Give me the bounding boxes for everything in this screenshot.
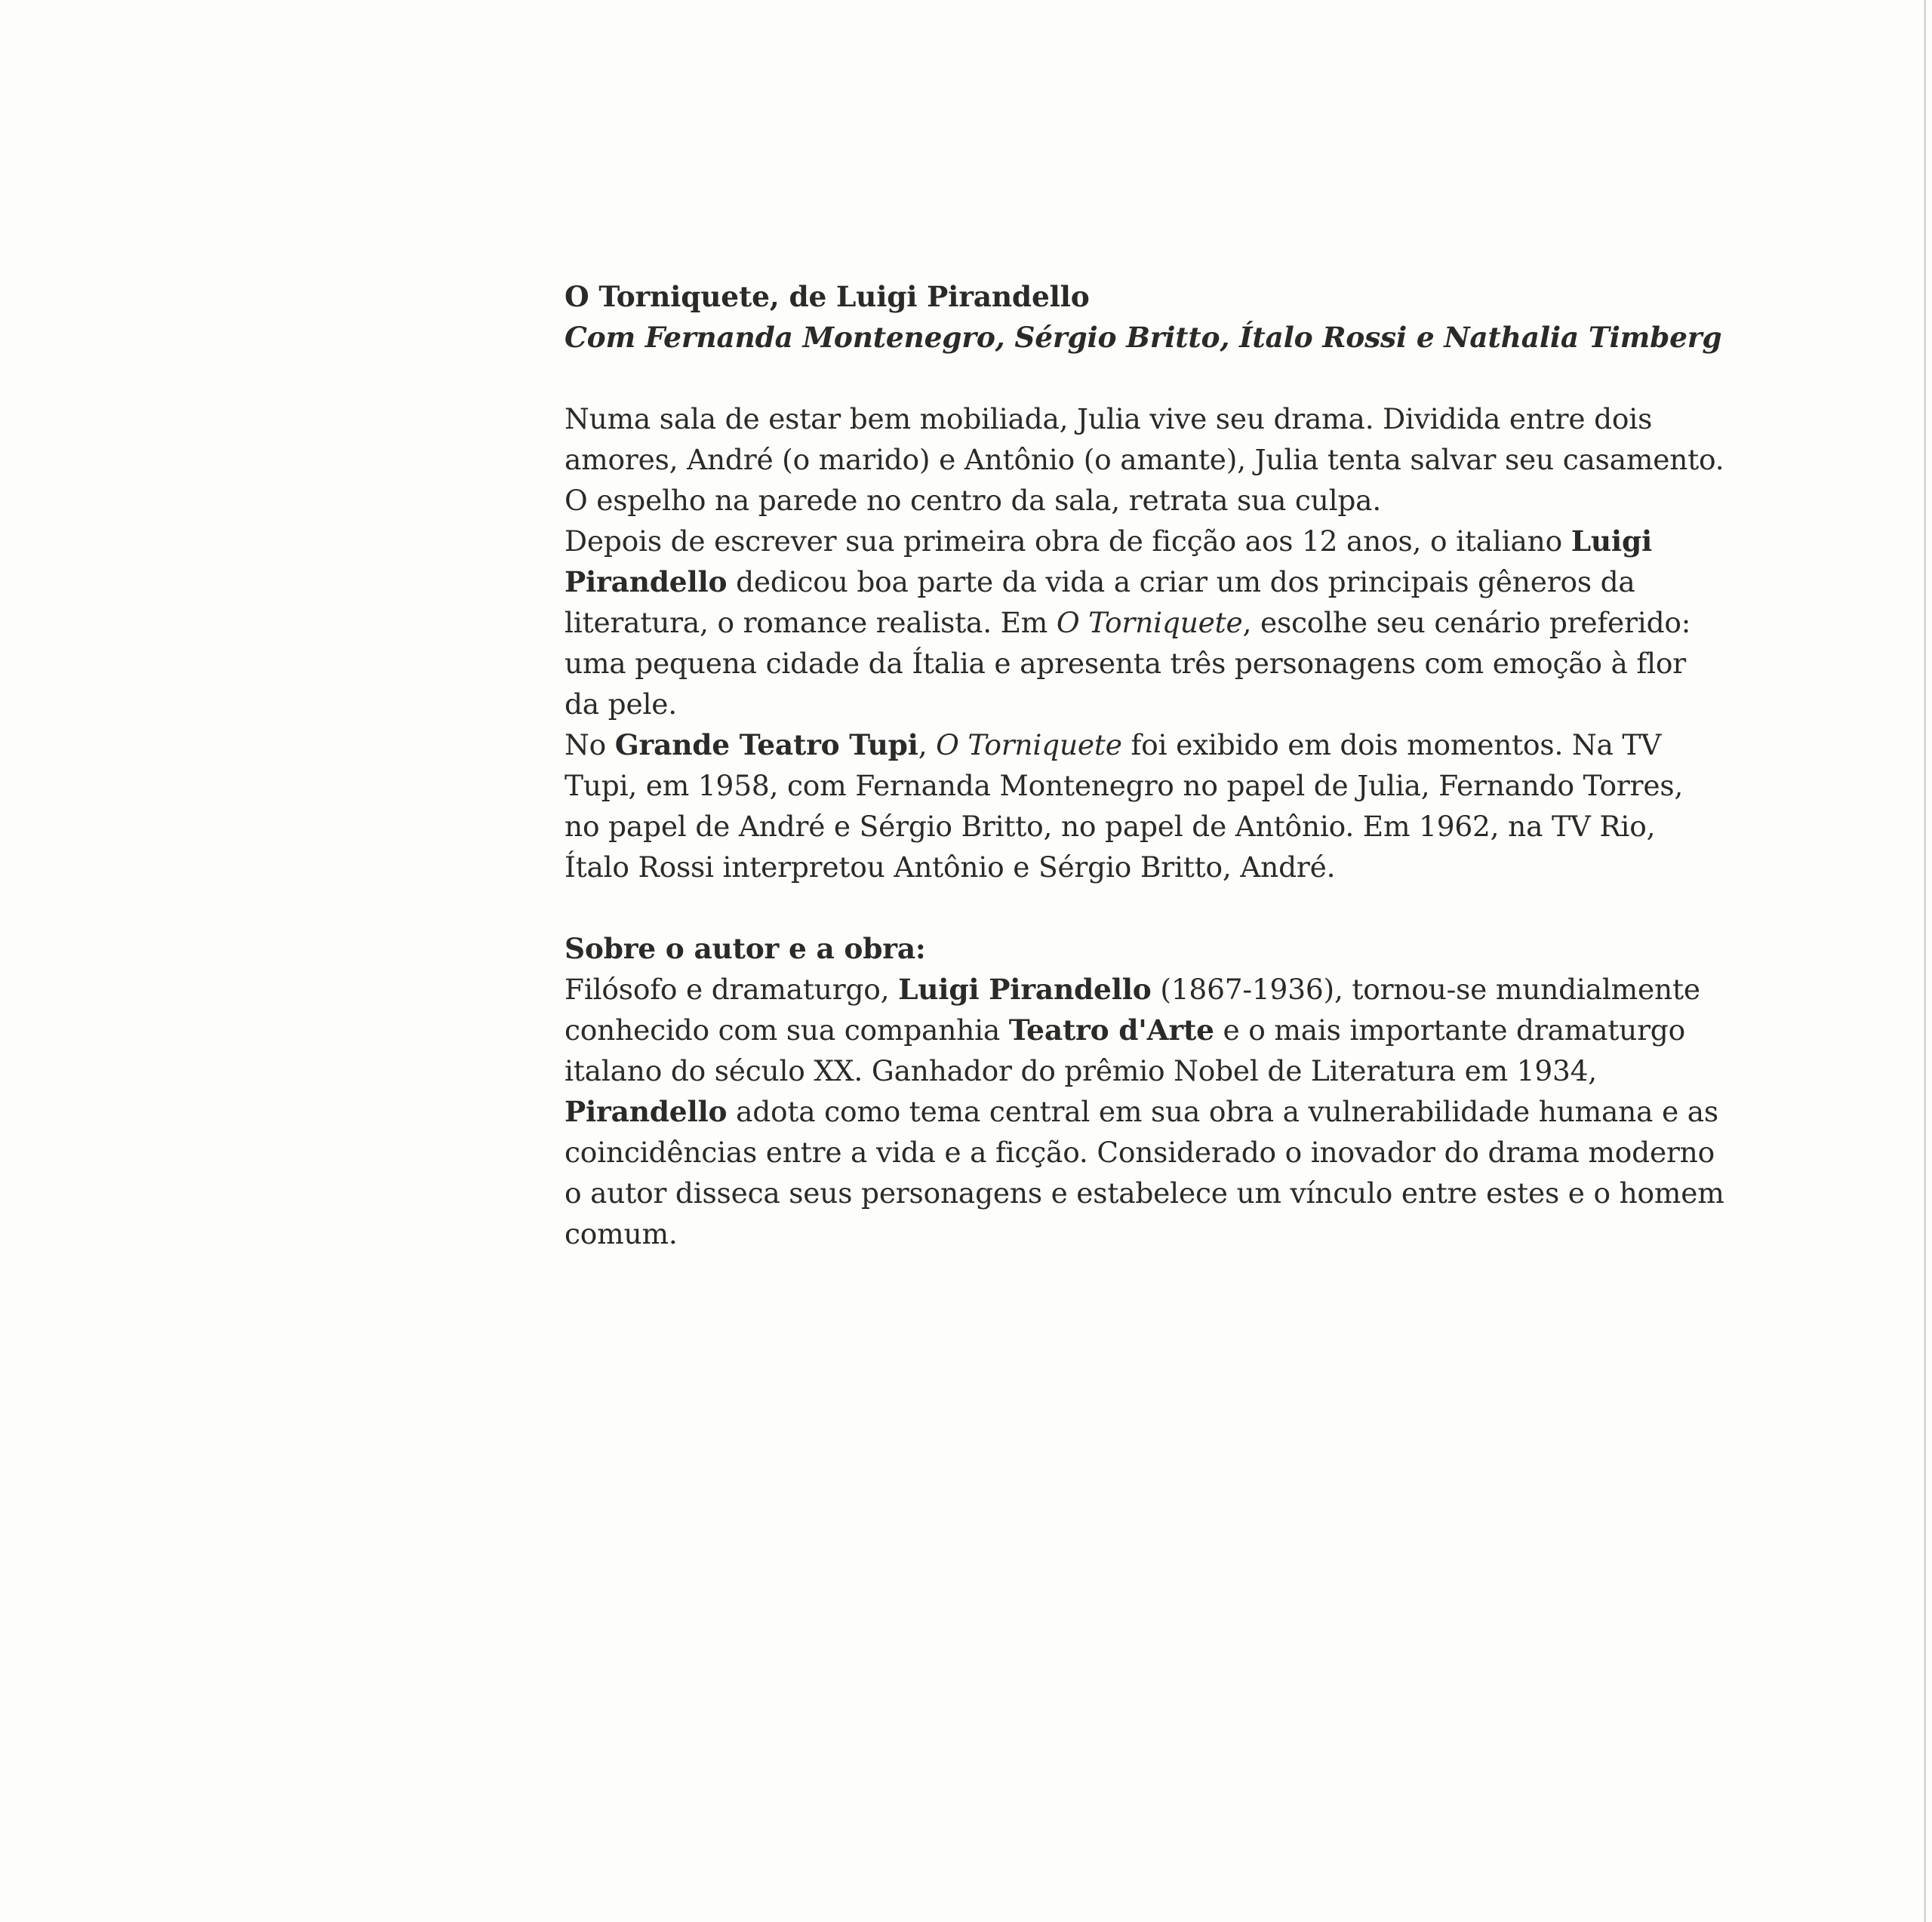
text-block bbox=[565, 276, 1727, 1254]
program-name: Grande Teatro Tupi bbox=[614, 728, 918, 761]
text-run: Depois de escrever sua primeira obra de ficção aos 12 anos, o italiano bbox=[565, 524, 1571, 558]
text-run: , escolhe seu cenário preferido: uma pequena cidade da Ítalia e apresenta três personagens com emoção à flor da pele. bbox=[565, 606, 1691, 721]
author-paragraph bbox=[565, 521, 1727, 724]
about-paragraph bbox=[565, 969, 1727, 1254]
cast-line: Com Fernanda Montenegro, Sérgio Britto, Ítalo Rossi e Nathalia Timberg bbox=[565, 321, 1722, 354]
spacer bbox=[565, 358, 1727, 398]
page-edge bbox=[1924, 0, 1926, 1922]
text-run: Filósofo e dramaturgo, bbox=[565, 973, 899, 1006]
synopsis-paragraph: Numa sala de estar bem mobiliada, Julia vive seu drama. Dividida entre dois amores, André (o marido) e Antônio (o amante), Julia tenta salvar seu casamento. O espelho na parede no centro da sala, retrata sua culpa. bbox=[565, 402, 1724, 517]
spacer bbox=[565, 887, 1727, 928]
text-run: e o mais importante dramaturgo italano do século XX. Ganhador do prêmio Nobel de Literatura em 1934, bbox=[565, 1013, 1685, 1087]
play-title-inline: O Torniquete bbox=[1056, 606, 1243, 639]
text-run: foi exibido em dois momentos. Na TV Tupi, em 1958, com Fernanda Montenegro no papel de Julia, Fernando Torres, no papel de André e Sérgio Britto, no papel de Antônio. Em 1962, na TV Rio, Ítalo Rossi interpretou Antônio e Sérgio Britto, André. bbox=[565, 728, 1684, 884]
broadcast-paragraph bbox=[565, 724, 1727, 887]
text-run: No bbox=[565, 728, 615, 761]
author-name: Luigi Pirandello bbox=[565, 524, 1653, 598]
text-run: (1867-1936), tornou-se mundialmente conhecido com sua companhia bbox=[565, 973, 1700, 1047]
about-heading: Sobre o autor e a obra: bbox=[565, 932, 926, 965]
text-run: , bbox=[918, 728, 937, 761]
author-surname: Pirandello bbox=[565, 1095, 728, 1128]
text-run: adota como tema central em sua obra a vulnerabilidade humana e as coincidências entre a vida e a ficção. Considerado o inovador do drama moderno o autor disseca seus personagens e estabelece um vínculo entre estes e o homem comum. bbox=[565, 1095, 1724, 1250]
text-run: dedicou boa parte da vida a criar um dos principais gêneros da literatura, o romance realista. Em bbox=[565, 565, 1635, 639]
play-title-inline: O Torniquete bbox=[936, 728, 1122, 761]
play-title: O Torniquete, de Luigi Pirandello bbox=[565, 280, 1090, 313]
author-name: Luigi Pirandello bbox=[898, 973, 1152, 1006]
company-name: Teatro d'Arte bbox=[1008, 1013, 1214, 1047]
